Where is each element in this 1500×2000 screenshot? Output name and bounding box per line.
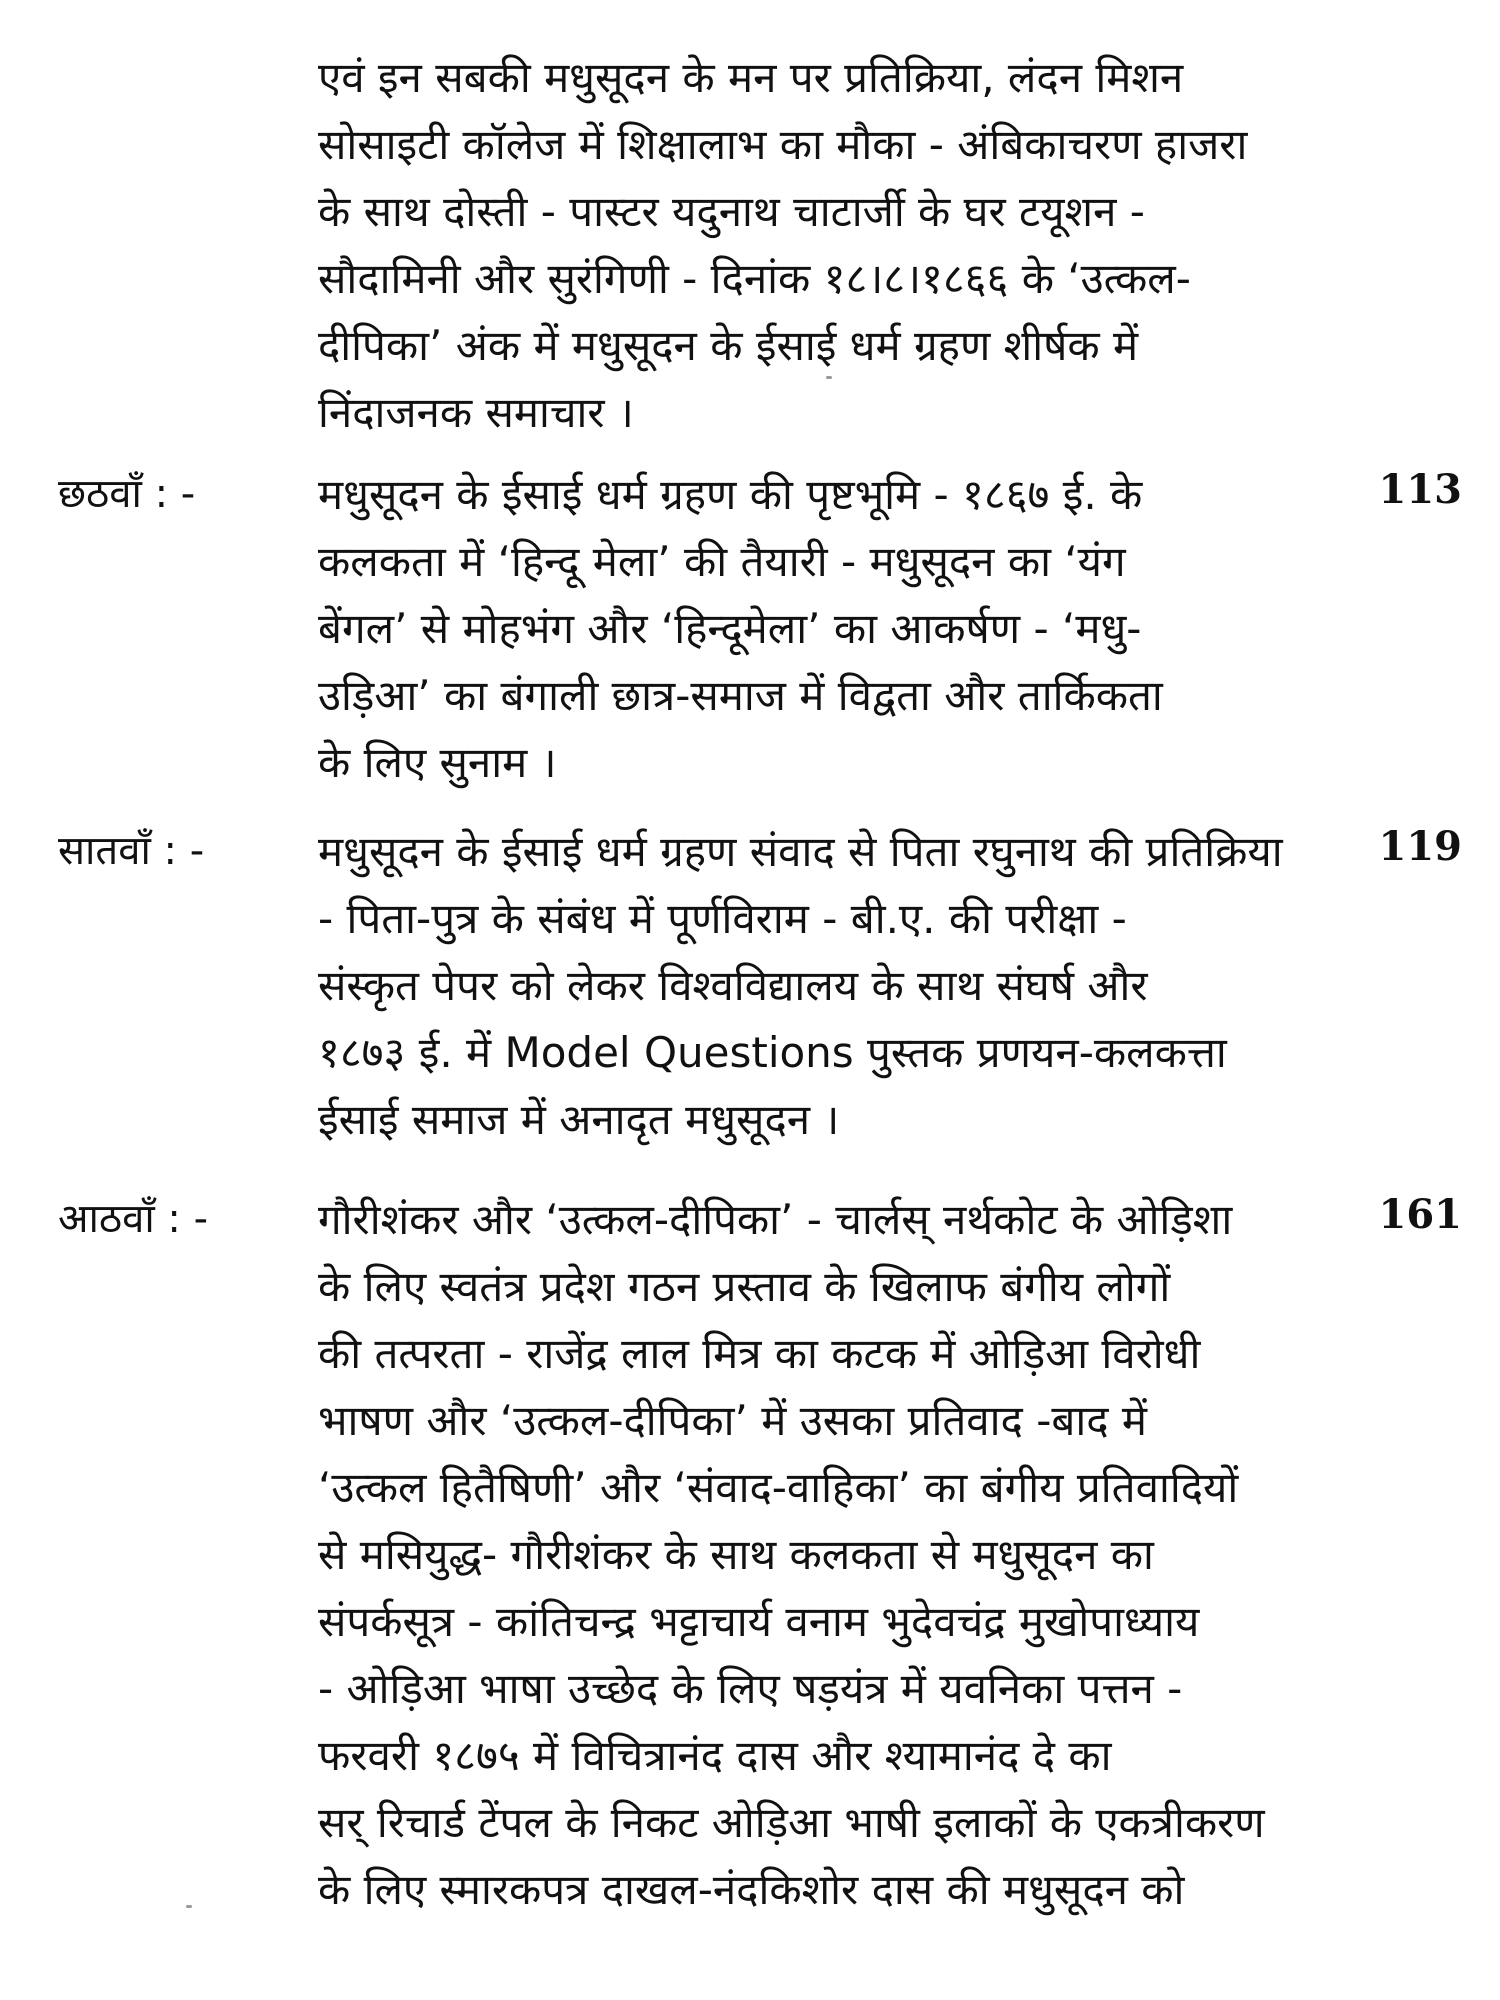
- text-line: निंदाजनक समाचार ।: [318, 388, 634, 437]
- chapter-page-number-7: 119: [1378, 823, 1462, 870]
- scan-speck: [826, 376, 832, 379]
- text-line: की तत्परता - राजेंद्र लाल मित्र का कटक में ओड़िआ विरोधी: [318, 1329, 1201, 1378]
- text-line: दीपिका’ अंक में मधुसूदन के ईसाई धर्म ग्रहण शीर्षक में: [318, 321, 1139, 370]
- text-line: के लिए स्मारकपत्र दाखल-नंदकिशोर दास की मधुसूदन को: [318, 1865, 1185, 1914]
- text-line: फरवरी १८७५ में विचित्रानंद दास और श्यामानंद दे का: [318, 1731, 1112, 1780]
- text-line: के साथ दोस्ती - पास्टर यदुनाथ चाटार्जी के घर टयूशन -: [318, 187, 1145, 236]
- text-line: गौरीशंकर और ‘उत्कल-दीपिका’ - चार्लस् नर्थकोट के ओड़िशा: [318, 1195, 1233, 1244]
- text-line: मधुसूदन के ईसाई धर्म ग्रहण संवाद से पिता रघुनाथ की प्रतिक्रिया: [318, 827, 1283, 876]
- text-line: से मसियुद्ध- गौरीशंकर के साथ कलकता से मधुसूदन का: [318, 1530, 1154, 1579]
- text-line: १८७३ ई. में Model Questions पुस्तक प्रणयन-कलकत्ता: [318, 1028, 1227, 1077]
- text-line: - पिता-पुत्र के संबंध में पूर्णविराम - बी.ए. की परीक्षा -: [318, 894, 1127, 943]
- chapter-label-8: आठवाँ : -: [58, 1196, 209, 1242]
- text-line: संपर्कसूत्र - कांतिचन्द्र भट्टाचार्य वनाम भुदेवचंद्र मुखोपाध्याय: [318, 1597, 1200, 1646]
- text-line: उड़िआ’ का बंगाली छात्र-समाज में विद्वता और तार्किकता: [318, 671, 1163, 720]
- chapter-label-7: सातवाँ : -: [58, 828, 205, 874]
- text-line: के लिए स्वतंत्र प्रदेश गठन प्रस्ताव के खिलाफ बंगीय लोगों: [318, 1262, 1171, 1311]
- text-line: के लिए सुनाम ।: [318, 738, 557, 787]
- text-line: संस्कृत पेपर को लेकर विश्वविद्यालय के साथ संघर्ष और: [318, 961, 1148, 1010]
- scan-speck: [186, 1905, 192, 1908]
- text-line: ईसाई समाज में अनादृत मधुसूदन ।: [318, 1095, 840, 1144]
- chapter-page-number-8: 161: [1378, 1191, 1462, 1238]
- text-line: ‘उत्कल हितैषिणी’ और ‘संवाद-वाहिका’ का बंगीय प्रतिवादियों: [318, 1463, 1239, 1512]
- chapter-page-number-6: 113: [1378, 466, 1462, 513]
- text-line: सोसाइटी कॉलेज में शिक्षालाभ का मौका - अंबिकाचरण हाजरा: [318, 120, 1248, 169]
- continuation-paragraph: [318, 44, 1338, 446]
- text-line: भाषण और ‘उत्कल-दीपिका’ में उसका प्रतिवाद -बाद में: [318, 1396, 1147, 1445]
- chapter-label-6: छठवाँ : -: [58, 471, 196, 517]
- text-line: मधुसूदन के ईसाई धर्म ग्रहण की पृष्टभूमि - १८६७ ई. के: [318, 470, 1143, 519]
- chapter-summary-7: [318, 818, 1338, 1153]
- chapter-summary-6: [318, 461, 1338, 796]
- text-line: बेंगल’ से मोहभंग और ‘हिन्दूमेला’ का आकर्षण - ‘मधु-: [318, 604, 1142, 653]
- text-line: - ओड़िआ भाषा उच्छेद के लिए षड़यंत्र में यवनिका पत्तन -: [318, 1664, 1183, 1713]
- text-line: एवं इन सबकी मधुसूदन के मन पर प्रतिक्रिया, लंदन मिशन: [318, 53, 1184, 102]
- text-line: सौदामिनी और सुरंगिणी - दिनांक १८।८।१८६६ के ‘उत्कल-: [318, 254, 1191, 303]
- text-line: सर् रिचार्ड टेंपल के निकट ओड़िआ भाषी इलाकों के एकत्रीकरण: [318, 1798, 1265, 1847]
- chapter-summary-8: [318, 1186, 1338, 1923]
- text-line: कलकता में ‘हिन्दू मेला’ की तैयारी - मधुसूदन का ‘यंग: [318, 537, 1126, 586]
